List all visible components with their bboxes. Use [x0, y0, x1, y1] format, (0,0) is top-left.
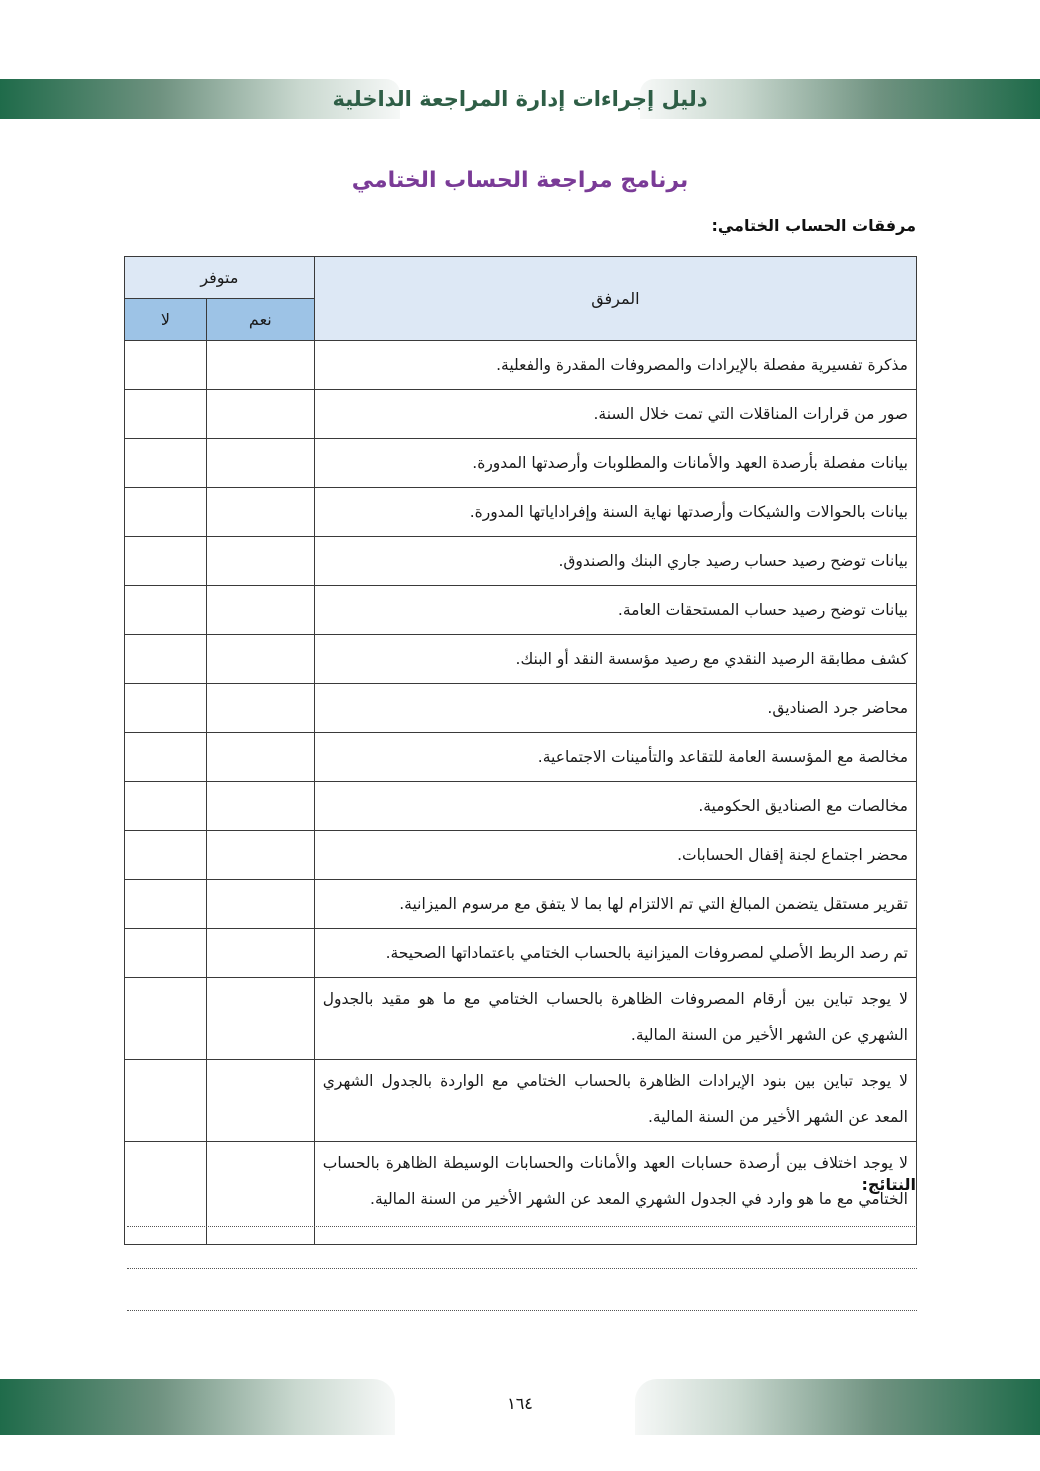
column-header-yes: نعم	[206, 299, 314, 341]
attachment-item: صور من قرارات المناقلات التي تمت خلال السنة.	[314, 390, 916, 439]
no-cell[interactable]	[125, 978, 207, 1060]
no-cell[interactable]	[125, 929, 207, 978]
attachment-item: لا يوجد اختلاف بين أرصدة حسابات العهد والأمانات والحسابات الوسيطة الظاهرة بالحساب الختامي مع ما هو وارد في الجدول الشهري المعد عن الشهر الأخير من السنة المالية.	[314, 1142, 916, 1245]
table-row	[125, 439, 917, 488]
attachment-item: كشف مطابقة الرصيد النقدي مع رصيد مؤسسة النقد أو البنك.	[314, 635, 916, 684]
results-line[interactable]	[127, 1268, 917, 1269]
yes-cell[interactable]	[206, 929, 314, 978]
table-row	[125, 1142, 917, 1245]
yes-cell[interactable]	[206, 782, 314, 831]
attachment-item: تقرير مستقل يتضمن المبالغ التي تم الالتزام لها بما لا يتفق مع مرسوم الميزانية.	[314, 880, 916, 929]
results-line[interactable]	[127, 1310, 917, 1311]
no-cell[interactable]	[125, 537, 207, 586]
yes-cell[interactable]	[206, 880, 314, 929]
column-header-available: متوفر	[125, 257, 315, 299]
results-label: النتائج:	[861, 1175, 916, 1194]
attachment-item: مذكرة تفسيرية مفصلة بالإيرادات والمصروفات المقدرة والفعلية.	[314, 341, 916, 390]
attachment-item: تم رصد الربط الأصلي لمصروفات الميزانية بالحساب الختامي باعتماداتها الصحيحة.	[314, 929, 916, 978]
table-body	[125, 341, 917, 1245]
attachment-item: محضر اجتماع لجنة إقفال الحسابات.	[314, 831, 916, 880]
attachment-item: لا يوجد تباين بين بنود الإيرادات الظاهرة بالحساب الختامي مع الواردة بالجدول الشهري المعد عن الشهر الأخير من السنة المالية.	[314, 1060, 916, 1142]
table-row	[125, 978, 917, 1060]
attachment-item: بيانات بالحوالات والشيكات وأرصدتها نهاية السنة وإفراداياتها المدورة.	[314, 488, 916, 537]
table-header-row-1	[125, 257, 917, 299]
no-cell[interactable]	[125, 782, 207, 831]
yes-cell[interactable]	[206, 831, 314, 880]
attachment-item: مخالصات مع الصناديق الحكومية.	[314, 782, 916, 831]
column-header-attachment: المرفق	[314, 257, 916, 341]
no-cell[interactable]	[125, 1060, 207, 1142]
table-row	[125, 537, 917, 586]
table-row	[125, 635, 917, 684]
attachments-table	[124, 256, 917, 1245]
table-row	[125, 341, 917, 390]
page-title: برنامج مراجعة الحساب الختامي	[351, 168, 689, 193]
yes-cell[interactable]	[206, 341, 314, 390]
results-line[interactable]	[127, 1226, 917, 1227]
no-cell[interactable]	[125, 684, 207, 733]
no-cell[interactable]	[125, 439, 207, 488]
table-row	[125, 1060, 917, 1142]
attachment-item: بيانات توضح رصيد حساب المستحقات العامة.	[314, 586, 916, 635]
page-number: ١٦٤	[507, 1394, 533, 1413]
column-header-no: لا	[125, 299, 207, 341]
header-title: دليل إجراءات إدارة المراجعة الداخلية	[332, 87, 708, 111]
no-cell[interactable]	[125, 586, 207, 635]
table-row	[125, 782, 917, 831]
no-cell[interactable]	[125, 831, 207, 880]
section-label: مرفقات الحساب الختامي:	[711, 216, 916, 235]
no-cell[interactable]	[125, 635, 207, 684]
table-row	[125, 586, 917, 635]
yes-cell[interactable]	[206, 1142, 314, 1245]
yes-cell[interactable]	[206, 635, 314, 684]
yes-cell[interactable]	[206, 1060, 314, 1142]
no-cell[interactable]	[125, 341, 207, 390]
no-cell[interactable]	[125, 488, 207, 537]
yes-cell[interactable]	[206, 439, 314, 488]
yes-cell[interactable]	[206, 684, 314, 733]
yes-cell[interactable]	[206, 537, 314, 586]
table-row	[125, 684, 917, 733]
no-cell[interactable]	[125, 1142, 207, 1245]
attachment-item: لا يوجد تباين بين أرقام المصروفات الظاهرة بالحساب الختامي مع ما هو مقيد بالجدول الشهري عن الشهر الأخير من السنة المالية.	[314, 978, 916, 1060]
no-cell[interactable]	[125, 733, 207, 782]
table-header	[125, 257, 917, 341]
table-row	[125, 831, 917, 880]
table-row	[125, 733, 917, 782]
table-row	[125, 929, 917, 978]
yes-cell[interactable]	[206, 390, 314, 439]
yes-cell[interactable]	[206, 733, 314, 782]
attachment-item: محاضر جرد الصناديق.	[314, 684, 916, 733]
table-row	[125, 880, 917, 929]
no-cell[interactable]	[125, 390, 207, 439]
table-row	[125, 488, 917, 537]
attachment-item: مخالصة مع المؤسسة العامة للتقاعد والتأمينات الاجتماعية.	[314, 733, 916, 782]
yes-cell[interactable]	[206, 978, 314, 1060]
yes-cell[interactable]	[206, 488, 314, 537]
attachment-item: بيانات توضح رصيد حساب رصيد جاري البنك والصندوق.	[314, 537, 916, 586]
attachment-item: بيانات مفصلة بأرصدة العهد والأمانات والمطلوبات وأرصدتها المدورة.	[314, 439, 916, 488]
table-row	[125, 390, 917, 439]
yes-cell[interactable]	[206, 586, 314, 635]
no-cell[interactable]	[125, 880, 207, 929]
